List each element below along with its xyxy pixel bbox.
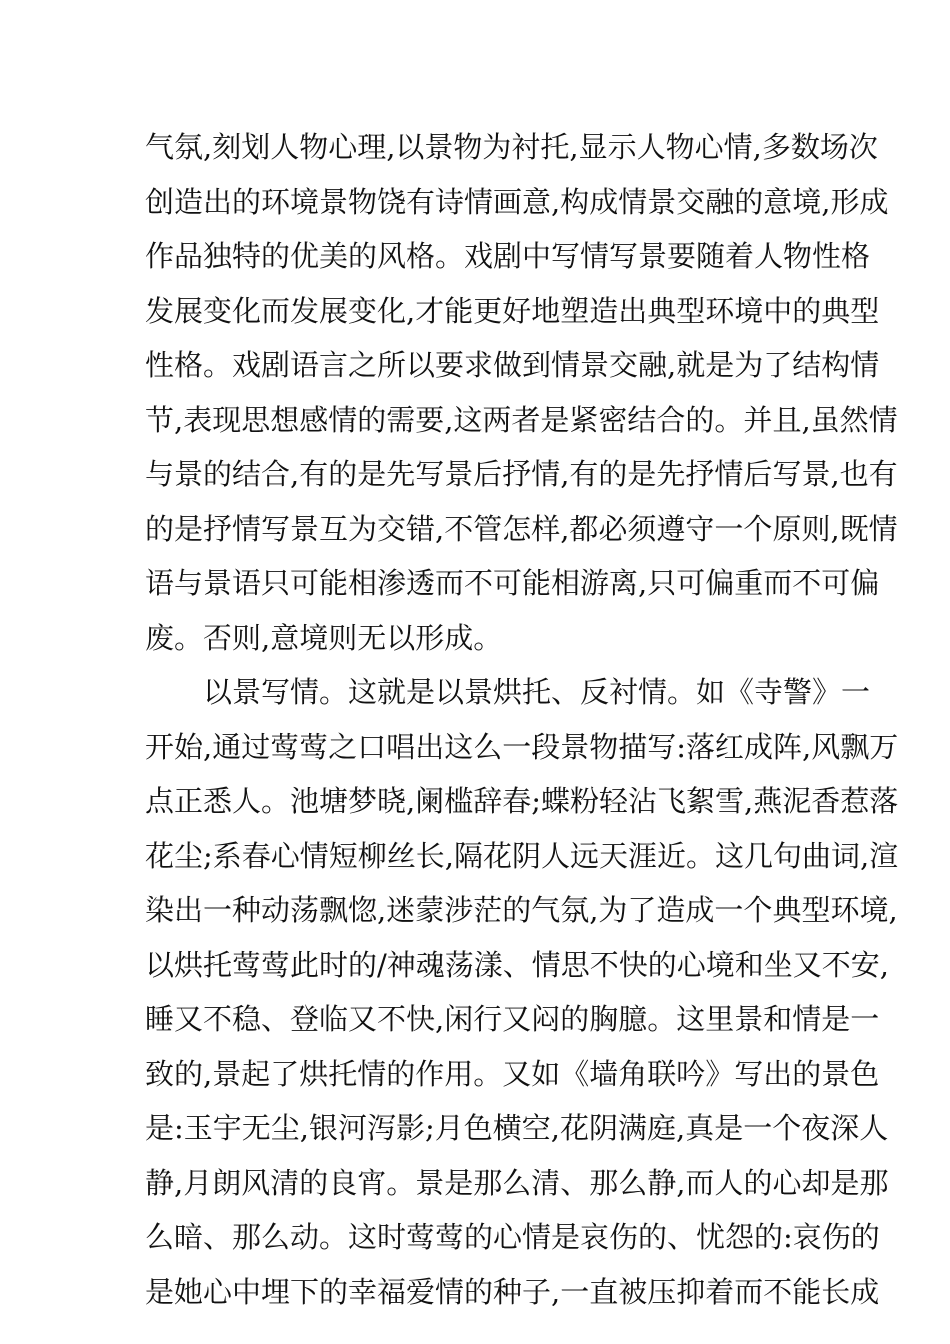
text-line: 花尘;系春心情短柳丝长,隔花阴人远天涯近。这几句曲词,渲	[145, 838, 899, 873]
text-line: 节,表现思想感情的需要,这两者是紧密结合的。并且,虽然情	[145, 402, 898, 437]
text-line: 作品独特的优美的风格。戏剧中写情写景要随着人物性格	[145, 239, 871, 273]
text-line: 性格。戏剧语言之所以要求做到情景交融,就是为了结构情	[145, 348, 880, 382]
text-line: 气氛,刻划人物心理,以景物为衬托,显示人物心情,多数场次	[145, 130, 878, 164]
text-line: 开始,通过莺莺之口唱出这么一段景物描写:落红成阵,风飘万	[145, 729, 899, 764]
paragraph-2	[145, 665, 899, 1319]
text-line: 创造出的环境景物饶有诗情画意,构成情景交融的意境,形成	[145, 184, 889, 219]
text-line: 么暗、那么动。这时莺莺的心情是哀伤的、忧怨的:哀伤的	[145, 1220, 880, 1254]
text-line: 睡又不稳、登临又不快,闲行又闷的胸臆。这里景和情是一	[145, 1002, 880, 1036]
body-text	[145, 120, 899, 1319]
text-line: 的是抒情写景互为交错,不管怎样,都必须遵守一个原则,既情	[145, 511, 898, 546]
text-line: 以景写情。这就是以景烘托、反衬情。如《寺警》一	[203, 675, 871, 709]
text-line: 是她心中埋下的幸福爱情的种子,一直被压抑着而不能长成	[145, 1274, 880, 1309]
text-line: 致的,景起了烘托情的作用。又如《墙角联吟》写出的景色	[145, 1056, 880, 1091]
text-line: 染出一种动荡飘惚,迷蒙涉茫的气氛,为了造成一个典型环境,	[145, 893, 898, 927]
text-line: 废。否则,意境则无以形成。	[145, 620, 503, 655]
text-line: 与景的结合,有的是先写景后抒情,有的是先抒情后写景,也有	[145, 457, 898, 491]
text-line: 静,月朗风清的良宵。景是那么清、那么静,而人的心却是那	[145, 1165, 889, 1200]
text-line: 以烘托莺莺此时的/神魂荡漾、情思不快的心境和坐又不安,	[145, 947, 889, 982]
text-line: 是:玉宇无尘,银河泻影;月色横空,花阴满庭,真是一个夜深人	[145, 1111, 889, 1145]
text-line: 点正悉人。池塘梦晓,阑槛辞春;蝶粉轻沾飞絮雪,燕泥香惹落	[145, 784, 899, 818]
text-line: 发展变化而发展变化,才能更好地塑造出典型环境中的典型	[145, 293, 880, 328]
text-line: 语与景语只可能相渗透而不可能相游离,只可偏重而不可偏	[145, 566, 880, 600]
paragraph-1	[145, 120, 898, 665]
